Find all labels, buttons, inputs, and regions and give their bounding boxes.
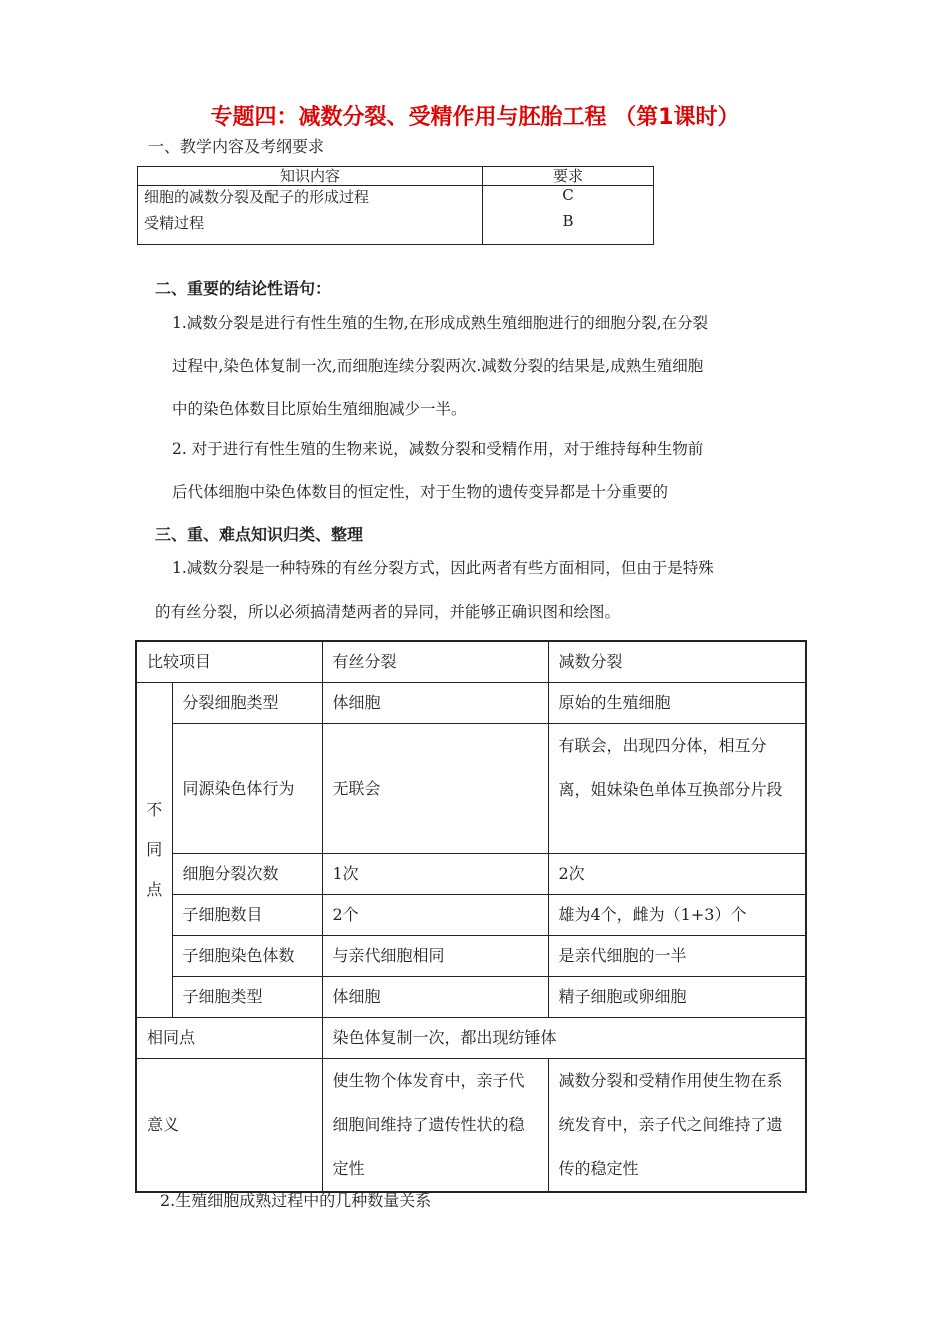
table-cell: C bbox=[562, 186, 574, 204]
table-cell: 体细胞 bbox=[322, 977, 548, 1018]
table-cell: 子细胞类型 bbox=[172, 977, 322, 1018]
table-cell: 相同点 bbox=[136, 1018, 322, 1059]
table-cell: 有联会，出现四分体，相互分离，姐妹染色单体互换部分片段 bbox=[548, 724, 806, 854]
conclusion-line: 后代体细胞中染色体数目的恒定性，对于生物的遗传变异都是十分重要的 bbox=[172, 483, 669, 501]
table-cell: 子细胞染色体数 bbox=[172, 936, 322, 977]
table-cell: 细胞的减数分裂及配子的形成过程 bbox=[138, 186, 483, 213]
table-header: 比较项目 bbox=[136, 641, 322, 683]
table-cell: 体细胞 bbox=[322, 683, 548, 724]
table-cell: 原始的生殖细胞 bbox=[548, 683, 806, 724]
table-cell: 子细胞数目 bbox=[172, 895, 322, 936]
table-cell: 无联会 bbox=[322, 724, 548, 854]
table-cell: 染色体复制一次，都出现纺锤体 bbox=[322, 1018, 806, 1059]
section-heading-3: 三、重、难点知识归类、整理 bbox=[155, 525, 364, 544]
table-cell: 使生物个体发育中，亲子代细胞间维持了遗传性状的稳定性 bbox=[322, 1059, 548, 1193]
table-cell: 分裂细胞类型 bbox=[172, 683, 322, 724]
conclusion-line: 过程中,染色体复制一次,而细胞连续分裂两次.减数分裂的结果是,成熟生殖细胞 bbox=[172, 357, 704, 375]
table-cell: 1次 bbox=[322, 854, 548, 895]
difference-label: 不 同 点 bbox=[136, 683, 172, 1018]
table-cell: 细胞分裂次数 bbox=[172, 854, 322, 895]
conclusion-line: 1.减数分裂是进行有性生殖的生物,在形成成熟生殖细胞进行的细胞分裂,在分裂 bbox=[172, 314, 709, 332]
table-cell: B bbox=[562, 212, 574, 230]
section-heading-1: 一、教学内容及考纲要求 bbox=[148, 137, 325, 156]
footer-line: 2.生殖细胞成熟过程中的几种数量关系 bbox=[160, 1191, 432, 1210]
intro-line: 的有丝分裂，所以必须搞清楚两者的异同，并能够正确识图和绘图。 bbox=[155, 603, 621, 621]
table-cell: 雄为4个，雌为（1+3）个 bbox=[548, 895, 806, 936]
section-heading-2: 二、重要的结论性语句： bbox=[155, 279, 332, 298]
table-cell: 减数分裂和受精作用使生物在系统发育中，亲子代之间维持了遗传的稳定性 bbox=[548, 1059, 806, 1193]
intro-line: 1.减数分裂是一种特殊的有丝分裂方式，因此两者有些方面相同，但由于是特殊 bbox=[172, 559, 714, 577]
table-header: 减数分裂 bbox=[548, 641, 806, 683]
table-header: 知识内容 bbox=[138, 167, 483, 186]
table-cell: 2次 bbox=[548, 854, 806, 895]
requirements-table bbox=[137, 166, 654, 245]
conclusion-line: 2. 对于进行有性生殖的生物来说，减数分裂和受精作用，对于维持每种生物前 bbox=[172, 440, 704, 458]
table-cell: 与亲代细胞相同 bbox=[322, 936, 548, 977]
table-cell: 是亲代细胞的一半 bbox=[548, 936, 806, 977]
table-header: 要求 bbox=[483, 167, 654, 186]
page-title: 专题四：减数分裂、受精作用与胚胎工程 （第1课时） bbox=[210, 105, 740, 130]
table-cell: 2个 bbox=[322, 895, 548, 936]
table-cell: 同源染色体行为 bbox=[172, 724, 322, 854]
conclusion-line: 中的染色体数目比原始生殖细胞减少一半。 bbox=[172, 400, 467, 418]
table-cell: 受精过程 bbox=[138, 212, 483, 245]
table-header: 有丝分裂 bbox=[322, 641, 548, 683]
table-cell: 精子细胞或卵细胞 bbox=[548, 977, 806, 1018]
comparison-table bbox=[135, 640, 807, 1193]
table-cell: 意义 bbox=[136, 1059, 322, 1193]
